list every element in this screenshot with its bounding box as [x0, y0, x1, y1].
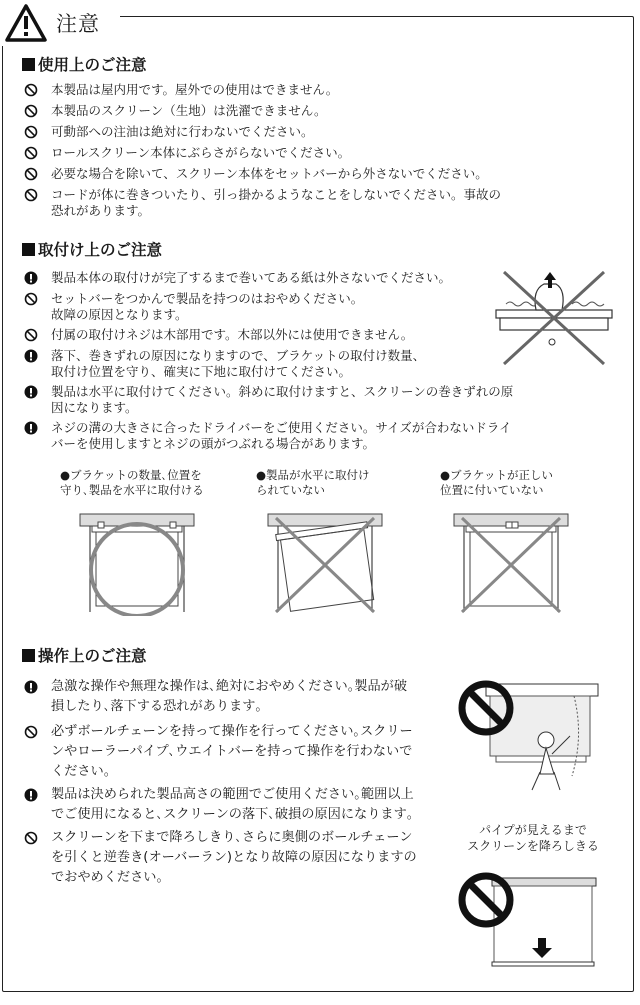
- illustration-hanging-prohibited: [456, 666, 606, 796]
- section-heading-installation: 取付け上のご注意: [22, 238, 162, 260]
- notice-item: [24, 348, 564, 380]
- notice-header: [0, 0, 120, 46]
- notice-item-text: コードが体に巻きついたり、引っ掛かるようなことをしないでください。事故の 恐れがあります。: [51, 187, 502, 218]
- notice-item-text: 必ずボールチェーンを持って操作を行ってください｡スクリー ンやローラーパイプ､ウエイトバーを持って操作を行わないで ください｡: [51, 724, 413, 779]
- picture-caption-lower-screen: パイプが見えるまで スクリーンを降ろしきる: [467, 823, 599, 853]
- notice-item: [24, 291, 564, 323]
- notice-item: [24, 327, 564, 343]
- mandatory-icon: [24, 788, 42, 802]
- mandatory-icon: [24, 349, 42, 363]
- notice-item-text: ネジの溝の大きさに合ったドライバーをご使用ください。サイズが合わないドライ バーを使用しますとネジの頭がつぶれる場合があります。: [51, 420, 512, 451]
- notice-item: [24, 420, 564, 452]
- mandatory-icon: [24, 421, 42, 435]
- section-heading-operation: 操作上のご注意: [22, 644, 147, 666]
- notice-item: [24, 145, 564, 161]
- notice-item: [24, 82, 564, 98]
- notice-item-text: 必要な場合を除いて、スクリーン本体をセットバーから外さないでください。: [51, 166, 488, 181]
- mandatory-icon: [24, 385, 42, 399]
- prohibit-icon: [24, 188, 42, 202]
- prohibit-icon: [24, 125, 42, 139]
- notice-item-text: セットバーをつかんで製品を持つのはおやめください。 故障の原因となります。: [51, 291, 364, 322]
- prohibit-icon: [24, 104, 42, 118]
- notice-item-text: 急激な操作や無理な操作は､絶対におやめください｡製品が破 損したり､落下する恐れがあります｡: [51, 679, 408, 714]
- notice-item: [24, 187, 564, 219]
- notice-item-text: 製品は水平に取付けてください。斜めに取付けますと、スクリーンの巻きずれの原 因になります。: [51, 384, 514, 415]
- notice-item-text: 可動部への注油は絶対に行わないでください。: [51, 124, 314, 139]
- mandatory-icon: [24, 271, 42, 285]
- notice-item-text: 本製品は屋内用です。屋外での使用はできません。: [51, 82, 339, 97]
- prohibit-icon: [24, 167, 42, 181]
- notice-item: [24, 384, 564, 416]
- prohibit-icon: [24, 146, 42, 160]
- notice-item: [24, 828, 454, 888]
- notice-item-text: ロールスクリーン本体にぶらさがらないでください。: [51, 145, 351, 160]
- notice-item-text: 付属の取付けネジは木部用です。木部以外には使用できません。: [51, 327, 414, 342]
- prohibit-icon: [24, 328, 42, 342]
- section-heading-usage: 使用上のご注意: [22, 53, 147, 75]
- diagram-caption-correct: ●ブラケットの数量､位置を 守り､製品を水平に取付ける: [60, 468, 204, 497]
- mandatory-icon: [24, 680, 42, 694]
- notice-item: [24, 103, 564, 119]
- page-title: 注意: [56, 12, 100, 36]
- notice-item: [24, 124, 564, 140]
- prohibit-icon: [24, 831, 42, 845]
- notice-item: [24, 270, 564, 286]
- diagram-correct-install: [78, 512, 196, 616]
- notice-item: [24, 166, 564, 182]
- warning-triangle-icon: [4, 3, 48, 43]
- notice-item: [24, 722, 454, 782]
- notice-item-text: 本製品のスクリーン（生地）は洗濯できません。: [51, 103, 327, 118]
- diagram-caption-wrong-bracket: ●ブラケットが正しい 位置に付いていない: [440, 468, 553, 497]
- notice-item: [24, 785, 454, 825]
- notice-item-text: 製品本体の取付けが完了するまで巻いてある紙は外さないでください。: [51, 270, 452, 285]
- notice-item: [24, 677, 454, 717]
- notice-item-text: 製品は決められた製品高さの範囲でご使用ください｡範囲以上 でご使用になると､スクリーンの落下､破損の原因になります｡: [51, 787, 414, 822]
- notice-item-text: 落下、巻きずれの原因になりますので、ブラケットの取付け数量、 取付け位置を守り、確実に下地に取付けてください。: [51, 348, 426, 379]
- diagram-not-level: [266, 512, 384, 616]
- prohibit-icon: [24, 292, 42, 306]
- prohibit-icon: [24, 83, 42, 97]
- diagram-wrong-bracket: [452, 512, 570, 616]
- notice-item-text: スクリーンを下まで降ろしきり､さらに奥側のボールチェーン を引くと逆巻き(オーバーラン)となり故障の原因になりますの でおやめください｡: [51, 830, 417, 885]
- illustration-paper-wrap-prohibited: [492, 264, 616, 374]
- diagram-caption-not-level: ●製品が水平に取付け られていない: [256, 468, 370, 497]
- illustration-overrun-prohibited: [456, 858, 606, 976]
- prohibit-icon: [24, 725, 42, 739]
